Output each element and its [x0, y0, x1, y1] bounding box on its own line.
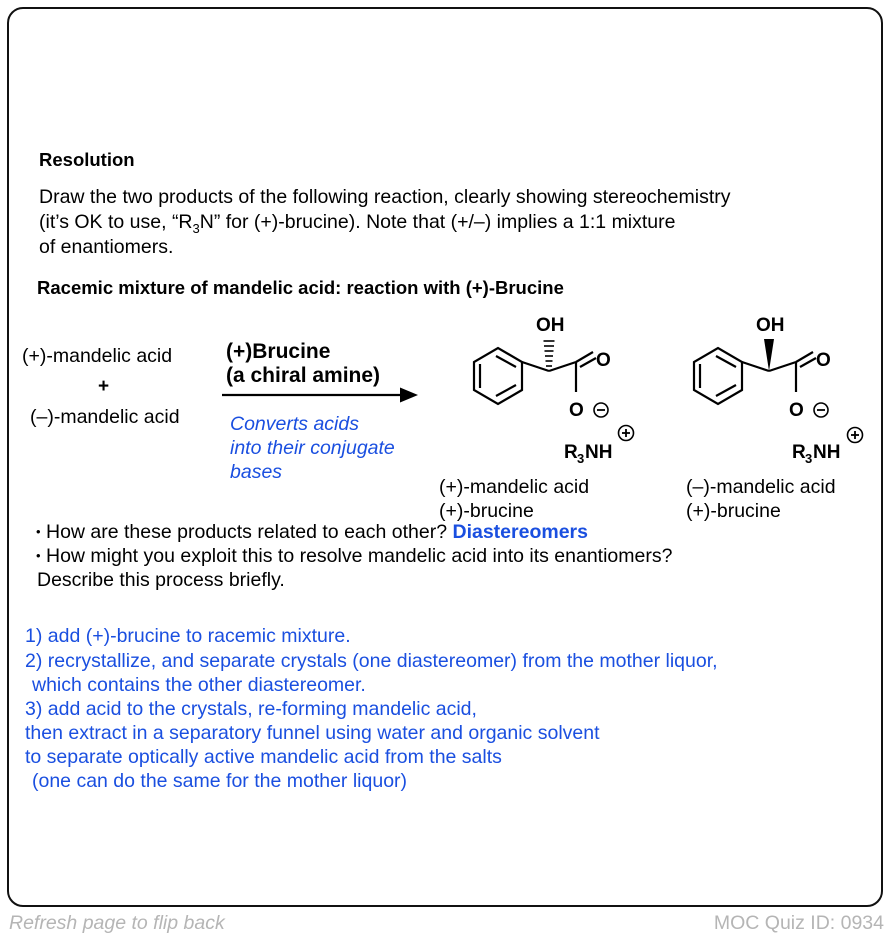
r-subscript-label: 3: [577, 451, 585, 466]
carbonyl-oxygen-label: O: [816, 350, 831, 371]
hydroxyl-label: OH: [756, 315, 785, 336]
page-title: Resolution: [39, 149, 135, 170]
question-line-1: Draw the two products of the following reaction, clearly showing stereochemistry: [39, 186, 731, 208]
carboxylate-oxygen-label: O: [569, 400, 584, 421]
product-1-label-base: (+)-brucine: [439, 500, 534, 522]
positive-charge-icon: [848, 428, 863, 443]
question-line-2: (it’s OK to use, “$R_3N$” for (+)-brucine). Note that (+/–) implies a 1:1 mixture: [39, 211, 676, 236]
question-line-3: of enantiomers.: [39, 236, 174, 258]
answer-line-6: to separate optically active mandelic acid from the salts: [25, 746, 502, 768]
quiz-id: MOC Quiz ID: 0934: [713, 912, 884, 934]
product-2-label-base: (+)-brucine: [686, 500, 781, 522]
product-1-label-acid: (+)-mandelic acid: [439, 476, 590, 498]
section-subheading: Racemic mixture of mandelic acid: reaction with (+)-Brucine: [37, 277, 564, 298]
product-2-label-acid: (–)-mandelic acid: [686, 476, 836, 498]
r-label: R: [792, 442, 806, 463]
answer-line-3: which contains the other diastereomer.: [32, 674, 366, 696]
carbonyl-oxygen-label: O: [596, 350, 611, 371]
answer-line-2: 2) recrystallize, and separate crystals (one diastereomer) from the mother liquor,: [25, 650, 718, 672]
note-line-1: Converts acids: [230, 413, 359, 435]
flip-back-hint: Refresh page to flip back: [9, 912, 225, 934]
negative-charge-icon: [814, 403, 828, 417]
hydroxyl-label: OH: [536, 315, 565, 336]
r-subscript-label: 3: [805, 451, 813, 466]
reagent-description: (a chiral amine): [226, 364, 381, 387]
describe-prompt: Describe this process briefly.: [37, 569, 285, 591]
reagent-name: (+)Brucine: [226, 340, 331, 363]
ammonium-label: NH: [585, 442, 613, 463]
ammonium-label: NH: [813, 442, 841, 463]
answer-line-7: (one can do the same for the mother liquor): [32, 770, 408, 792]
plus-sign: +: [98, 376, 110, 397]
reactant-2: (–)-mandelic acid: [30, 406, 180, 428]
carboxylate-oxygen-label: O: [789, 400, 804, 421]
r-label: R: [564, 442, 578, 463]
answer-line-1: 1) add (+)-brucine to racemic mixture.: [25, 625, 351, 647]
question-bullet-1: • How are these products related to each other? Diastereomers: [36, 521, 588, 543]
reactant-1: (+)-mandelic acid: [22, 345, 173, 367]
answer-line-4: 3) add acid to the crystals, re-forming mandelic acid,: [25, 698, 477, 720]
answer-line-5: then extract in a separatory funnel using water and organic solvent: [25, 722, 600, 744]
answer-diastereomers: Diastereomers: [452, 521, 588, 543]
note-line-3: bases: [230, 461, 283, 483]
question-bullet-2: • How might you exploit this to resolve mandelic acid into its enantiomers?: [36, 545, 673, 567]
note-line-2: into their conjugate: [230, 437, 395, 459]
